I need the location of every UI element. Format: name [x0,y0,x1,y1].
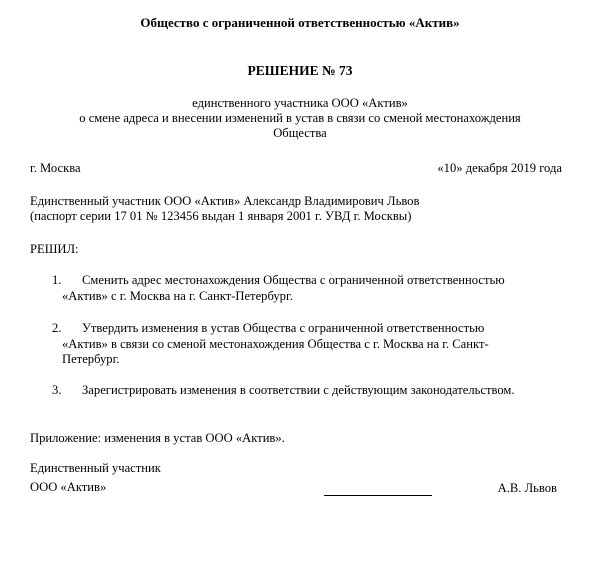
item-text-line: Утвердить изменения в устав Общества с ограниченной ответственностью [82,321,485,335]
item-number: 3. [52,383,62,397]
organization-title: Общество с ограниченной ответственностью «Актив» [140,15,460,30]
member-line: Единственный участник ООО «Актив» Александр Владимирович Львов [30,194,420,208]
item-text-line: Сменить адрес местонахождения Общества с ограниченной ответственностью [82,273,505,287]
signature-role-line: ООО «Актив» [30,480,107,494]
subtitle-line: о смене адреса и внесении изменений в устав в связи со сменой местонахождения [79,111,521,125]
attachment-note: Приложение: изменения в устав ООО «Актив». [30,431,285,445]
item-text-line: Зарегистрировать изменения в соответствии с действующим законодательством. [82,383,515,397]
signature-role-line: Единственный участник [30,461,161,475]
subtitle-line: единственного участника ООО «Актив» [192,96,408,110]
signature-role [30,461,161,499]
item-text-line: «Актив» с г. Москва на г. Санкт-Петербург. [62,289,293,303]
item-text-line: «Актив» в связи со сменой местонахождения Общества с г. Москва на г. Санкт- [62,337,489,351]
signatory-name: А.В. Львов [497,481,557,495]
subtitle-line: Общества [273,126,327,140]
document-title: РЕШЕНИЕ № 73 [247,63,353,78]
city: г. Москва [30,161,81,175]
member-line: (паспорт серии 17 01 № 123456 выдан 1 января 2001 г. УВД г. Москвы) [30,209,412,223]
document-date: «10» декабря 2019 года [437,161,562,175]
decided-label: РЕШИЛ: [30,242,79,256]
item-number: 2. [52,321,62,335]
item-number: 1. [52,273,62,287]
item-text-line: Петербург. [62,352,120,366]
member-info [30,194,419,224]
signature-line [324,495,432,496]
document-subtitle [0,96,600,141]
